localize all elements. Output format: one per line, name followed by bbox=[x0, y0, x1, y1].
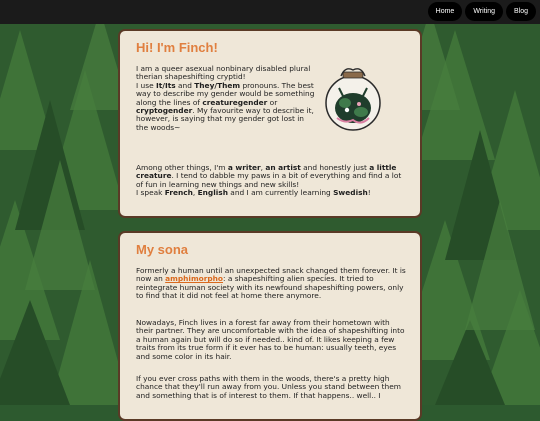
main-nav bbox=[428, 2, 536, 21]
sona-paragraph-encounter: If you ever cross paths with them in the woods, there's a pretty high chance that they'll run away from you. Unless you stand between them and something that is of interest to them. If that happens.. well.. I bbox=[136, 374, 401, 400]
sona-paragraph-nowadays: Nowadays, Finch lives in a forest far away from their hometown with their partner. They are uncomfortable with the idea of shapeshifting into a human again but will do so if needed.. kind of. It likes keeping a few traits from its true form if it ever has to be human: usually teeth, eyes and some color in its hair. bbox=[136, 318, 405, 361]
sona-card bbox=[118, 231, 422, 421]
creature-avatar-icon bbox=[323, 58, 383, 138]
intro-paragraph-identity: I am a queer asexual nonbinary disabled plural therian shapeshifting cryptid! I use It/Its and They/Them pronouns. The best way to describe my gender would be something along the lines of creaturegender or cryptogender. My favourite way to describe it, however, is saying that my gender got lost in the woods~ bbox=[136, 64, 315, 132]
sona-title: My sona bbox=[136, 242, 189, 257]
intro-title: Hi! I'm Finch! bbox=[136, 40, 218, 55]
nav-writing-button[interactable]: Writing bbox=[465, 2, 503, 21]
nav-blog-button[interactable]: Blog bbox=[506, 2, 536, 21]
amphimorpho-link[interactable]: amphimorpho bbox=[165, 274, 223, 284]
sona-paragraph-origin: Formerly a human until an unexpected snack changed them forever. It is now an amphimorpho: a shapeshifting alien species. It tried to reintegrate human society with its newfound shapeshifting powers, only to find that it did not feel at home there anymore. bbox=[136, 266, 406, 301]
nav-home-button[interactable]: Home bbox=[428, 2, 463, 21]
intro-card bbox=[118, 29, 422, 218]
intro-paragraph-skills: Among other things, I'm a writer, an artist and honestly just a little creature. I tend to dabble my paws in a bit of everything and find a lot of fun in learning new things and new skills! I speak French, English and I am currently learning Swedish! bbox=[136, 163, 402, 198]
